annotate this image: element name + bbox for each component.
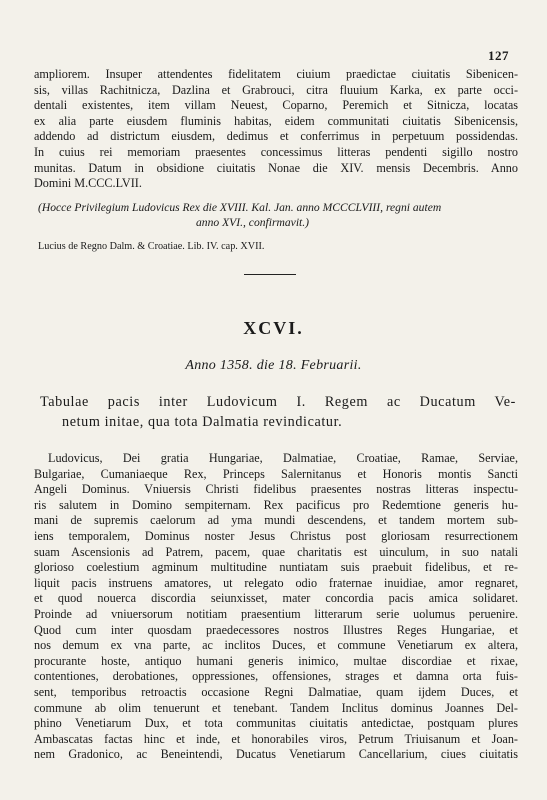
source-citation bbox=[38, 240, 522, 253]
page-number: 127 bbox=[488, 48, 509, 63]
text-line: munitas. Datum in obsidione ciuitatis Nonae die XIV. mensis Decembris. Anno bbox=[34, 160, 518, 175]
text-line: nos demum ex vna parte, ac inclitos Duces, et commune Venetiarum ex altera, bbox=[34, 638, 518, 653]
text-line: et quod nouerca discordia seiunxisset, mater concordia pacis amica solidaret. bbox=[34, 591, 518, 606]
text-line: nem Gradonico, ac Beneintendi, Ducatus Venetiarum Cancellarium, ciues ciuitatis bbox=[34, 747, 518, 762]
text-line: phino Venetiarum Dux, et tota communitas ciuitatis antedictae, postquam plures bbox=[34, 716, 518, 731]
text-line: Angeli Dominus. Vniuersis Christi fidelibus praesentes nostras litteras inspectu- bbox=[34, 482, 518, 497]
text-line: suam Ascensionis ad Patrem, pacem, quae charitatis est uinculum, in suo natali bbox=[34, 544, 518, 559]
text-line: iens temporalem, Dominus noster Jesus Christus post gloriosam resurrectionem bbox=[34, 528, 518, 543]
text-line: sis, villas Rachitnicza, Dazlina et Grabrouci, citra fluuium Karka, ex parte occi- bbox=[34, 82, 518, 97]
text-line: Domini M.CCC.LVII. bbox=[34, 176, 142, 191]
text-line: ampliorem. Insuper attendentes fidelitatem ciuium praedictae ciuitatis Sibenicen- bbox=[34, 67, 518, 81]
title-line: netum initae, qua tota Dalmatia revindicatur. bbox=[62, 414, 343, 430]
source-line: Lucius de Regno Dalm. & Croatiae. Lib. IV. cap. XVII. bbox=[38, 241, 265, 252]
document-title bbox=[40, 392, 516, 432]
text-line: Proinde ad vniuersorum notitiam praesentium litterarum serie uolumus peruenire. bbox=[34, 606, 518, 621]
text-line: liquit pacis instruens amatores, ut relegato odio fraternae inuidiae, amor regnaret, bbox=[34, 575, 518, 590]
text-line: ris salutem in Domino sempiternam. Rex pacificus pro Redemtione generis hu- bbox=[34, 497, 518, 512]
section-divider bbox=[244, 274, 296, 275]
text-line: contentiones, derobationes, oppressiones, offensiones, strages et damna orta fuis- bbox=[34, 669, 518, 684]
text-line: ex alia parte eiusdem fluminis habitas, eidem communitati ciuitatis Sibenicensis, bbox=[34, 113, 518, 128]
text-line: Bulgariae, Cumaniaeque Rex, Princeps Salernitanus et Honoris montis Sancti bbox=[34, 466, 518, 481]
text-line: Ambascatas factas hinc et inde, et honorabiles viros, Petrum Triuisanum et Joan- bbox=[34, 731, 518, 746]
text-line: In cuius rei memoriam praesentes concessimus litteras pendenti sigillo nostro bbox=[34, 144, 518, 159]
note-line: anno XVI., confirmavit.) bbox=[196, 215, 310, 229]
text-line: glorioso coelestium agminum multitudine nuntiatam suis praebuit fidelibus, et re- bbox=[34, 560, 518, 575]
text-line: mani de supremis caelorum ad yma mundi descendens, et tandem mortem sub- bbox=[34, 513, 518, 528]
title-line: Tabulae pacis inter Ludovicum I. Regem ac Ducatum Ve- bbox=[40, 394, 516, 410]
confirmation-note bbox=[38, 201, 518, 230]
text-line: addendo ad districtum eiusdem, dedimus et conferrimus in perpetuum possidendas. bbox=[34, 129, 518, 144]
text-line: sent, temporibus retroactis occasione Regni Dalmatiae, quam ijdem Duces, et bbox=[34, 684, 518, 699]
document-number: XCVI. bbox=[243, 318, 304, 338]
document-date: Anno 1358. die 18. Februarii. bbox=[185, 358, 362, 373]
body-paragraph bbox=[34, 451, 518, 763]
text-line: commune ab olim tenuerunt et tenebant. Tandem Inclitus dominus Joannes Del- bbox=[34, 700, 518, 715]
text-line: dentali existentes, item villam Neuest, Coparno, Peremich et Sitnicza, locatas bbox=[34, 98, 518, 113]
text-line: Ludovicus, Dei gratia Hungariae, Dalmatiae, Croatiae, Ramae, Serviae, bbox=[48, 451, 518, 465]
note-line: (Hocce Privilegium Ludovicus Rex die XVIII. Kal. Jan. anno MCCCLVIII, regni autem bbox=[38, 201, 442, 214]
text-line: Quod cum inter quosdam praedecessores nostros Illustres Reges Hungariae, et bbox=[34, 622, 518, 637]
intro-paragraph bbox=[34, 67, 518, 192]
text-line: procurante hoste, antiquo humani generis inimico, multae discordiae et rixae, bbox=[34, 653, 518, 668]
